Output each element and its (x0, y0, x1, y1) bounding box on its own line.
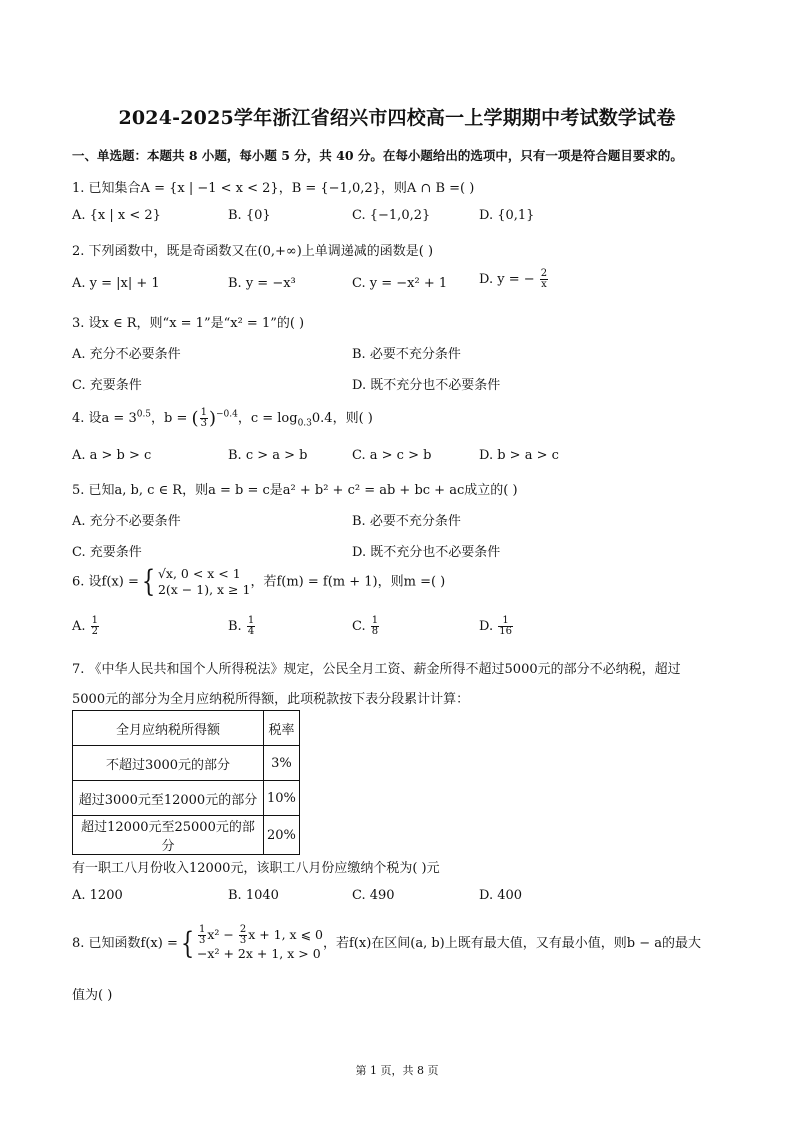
question-8 (72, 925, 701, 962)
case-fraction (239, 925, 247, 946)
q8-prefix: 8. 已知函数f(x) = (72, 936, 178, 951)
q6-option-c (352, 616, 380, 637)
table-header-cell: 全月应纳税所得额 (73, 711, 264, 746)
option-fraction (91, 616, 99, 637)
q6-case-2: 2(x − 1), x ≥ 1 (157, 582, 251, 597)
q1-option-c: C. {−1,0,2} (352, 208, 431, 223)
option-label: D. (479, 619, 494, 634)
q3-option-b: B. 必要不充分条件 (352, 347, 461, 362)
table-cell: 不超过3000元的部分 (73, 746, 264, 781)
option-label: C. (352, 619, 366, 634)
table-row (73, 816, 300, 855)
q6-option-d (479, 616, 514, 637)
question-7-line-1: 7. 《中华人民共和国个人所得税法》规定，公民全月工资、薪金所得不超过5000元的部分不必纳税，超过 (72, 662, 681, 677)
frac-numerator: 2 (540, 268, 548, 279)
q4-tail: 0.4，则( ) (311, 411, 373, 426)
q7-option-d: D. 400 (479, 888, 523, 903)
q7-option-b: B. 1040 (228, 888, 279, 903)
q6-option-b (228, 616, 256, 637)
question-2: 2. 下列函数中，既是奇函数又在(0,+∞)上单调递减的函数是( ) (72, 244, 434, 259)
q2-option-d-fraction (540, 269, 548, 290)
option-fraction (247, 616, 255, 637)
option-fraction (371, 616, 379, 637)
q4-exponent-b: −0.4 (215, 409, 238, 420)
q6-cases (158, 566, 251, 598)
q7-option-a: A. 1200 (72, 888, 123, 903)
q4-paren-open: ( (191, 408, 199, 429)
option-label: A. (72, 619, 86, 634)
page-footer: 第 1 页，共 8 页 (355, 1064, 439, 1077)
frac-numerator: 1 (91, 615, 99, 626)
q4-mid: ，b = (151, 411, 192, 426)
frac-numerator: 1 (247, 615, 255, 626)
q4-prefix: 4. 设a = 3 (72, 411, 137, 426)
question-1 (72, 177, 474, 196)
q2-option-d (479, 269, 549, 290)
frac-denominator: 3 (200, 418, 207, 429)
question-8-line-2: 值为( ) (72, 988, 113, 1003)
q4-c-text: ，c = log (237, 411, 298, 426)
q2-option-c: C. y = −x² + 1 (352, 276, 448, 291)
q2-option-b: B. y = −x³ (228, 276, 296, 291)
q4-paren-close: ) (208, 408, 216, 429)
q5-option-c: C. 充要条件 (72, 545, 142, 560)
frac-numerator: 1 (371, 615, 379, 626)
q6-tail: ，若f(m) = f(m + 1)，则m =( ) (250, 574, 446, 590)
q4-option-c: C. a > c > b (352, 448, 432, 463)
page-title: 2024-2025学年浙江省绍兴市四校高一上学期期中考试数学试卷 (118, 107, 676, 129)
q3-option-a: A. 充分不必要条件 (72, 347, 181, 362)
q1-prefix: 1. 已知集合 (72, 181, 141, 196)
table-row (73, 746, 300, 781)
tax-rate-table (72, 710, 300, 855)
table-header-cell: 税率 (264, 711, 300, 746)
table-cell: 超过3000元至12000元的部分 (73, 781, 264, 816)
q7-option-c: C. 490 (352, 888, 395, 903)
q4-log-base: 0.3 (297, 418, 312, 429)
q6-prefix: 6. 设f(x) = (72, 574, 139, 590)
case-fraction (198, 925, 206, 946)
q5-option-a: A. 充分不必要条件 (72, 514, 181, 529)
q4-exponent-a: 0.5 (136, 409, 152, 420)
q6-brace: { (141, 564, 156, 599)
q3-option-d: D. 既不充分也不必要条件 (352, 378, 501, 393)
table-header-row (73, 711, 300, 746)
case-1-part-a: x² − (207, 927, 238, 942)
q1-body: A = {x | −1 < x < 2}，B = {−1,0,2}，则A ∩ B =( ) (140, 181, 475, 196)
q2-option-a: A. y = |x| + 1 (72, 276, 160, 291)
table-row (73, 781, 300, 816)
frac-denominator: 2 (91, 626, 99, 637)
frac-denominator: x (541, 279, 547, 290)
q8-brace: { (180, 925, 195, 961)
question-4 (72, 407, 373, 429)
q3-option-c: C. 充要条件 (72, 378, 142, 393)
frac-numerator: 1 (498, 616, 513, 627)
q5-option-d: D. 既不充分也不必要条件 (352, 545, 501, 560)
q5-option-b: B. 必要不充分条件 (352, 514, 461, 529)
table-cell: 3% (264, 746, 300, 781)
q4-option-d: D. b > a > c (479, 448, 559, 463)
question-6 (72, 566, 445, 598)
frac-denominator: 3 (198, 935, 206, 946)
question-7-line-2: 5000元的部分为全月应纳税所得额，此项税款按下表分段累计计算： (72, 692, 470, 707)
table-cell: 超过12000元至25000元的部分 (73, 816, 264, 855)
option-label: B. (228, 619, 242, 634)
q6-option-a (72, 616, 100, 637)
frac-denominator: 4 (247, 626, 255, 637)
q4-fraction (200, 408, 208, 429)
q1-option-a: A. {x | x < 2} (72, 208, 161, 223)
frac-denominator: 3 (239, 935, 247, 946)
case-1-part-b: x + 1, x ⩽ 0 (248, 927, 323, 942)
table-cell: 20% (264, 816, 300, 855)
q6-case-1: √x, 0 < x < 1 (157, 566, 241, 581)
section-heading: 一、单选题：本题共 8 小题，每小题 5 分，共 40 分。在每小题给出的选项中，只有一项是符合题目要求的。 (72, 148, 683, 163)
q4-option-a: A. a > b > c (72, 448, 152, 463)
frac-denominator: 8 (371, 626, 379, 637)
question-5: 5. 已知a, b, c ∈ R，则a = b = c是a² + b² + c² = ab + bc + ac成立的( ) (72, 483, 518, 498)
q4-option-b: B. c > a > b (228, 448, 308, 463)
question-7-after: 有一职工八月份收入12000元，该职工八月份应缴纳个税为( )元 (72, 861, 440, 876)
frac-numerator: 1 (198, 924, 206, 935)
frac-denominator: 16 (499, 626, 512, 637)
q1-option-b: B. {0} (228, 208, 271, 223)
q8-tail: ，若f(x)在区间(a, b)上既有最大值，又有最小值，则b − a的最大 (322, 936, 701, 951)
frac-numerator: 2 (239, 924, 247, 935)
q8-case-1 (197, 925, 323, 946)
question-3: 3. 设x ∈ R，则“x = 1”是“x² = 1”的( ) (72, 316, 305, 331)
q2-option-d-label: D. y = − (479, 272, 535, 287)
frac-numerator: 1 (200, 407, 207, 418)
option-fraction (498, 616, 513, 637)
q8-cases (197, 925, 323, 962)
q1-option-d: D. {0,1} (479, 208, 535, 223)
table-cell: 10% (264, 781, 300, 816)
q8-case-2: −x² + 2x + 1, x > 0 (196, 946, 321, 961)
